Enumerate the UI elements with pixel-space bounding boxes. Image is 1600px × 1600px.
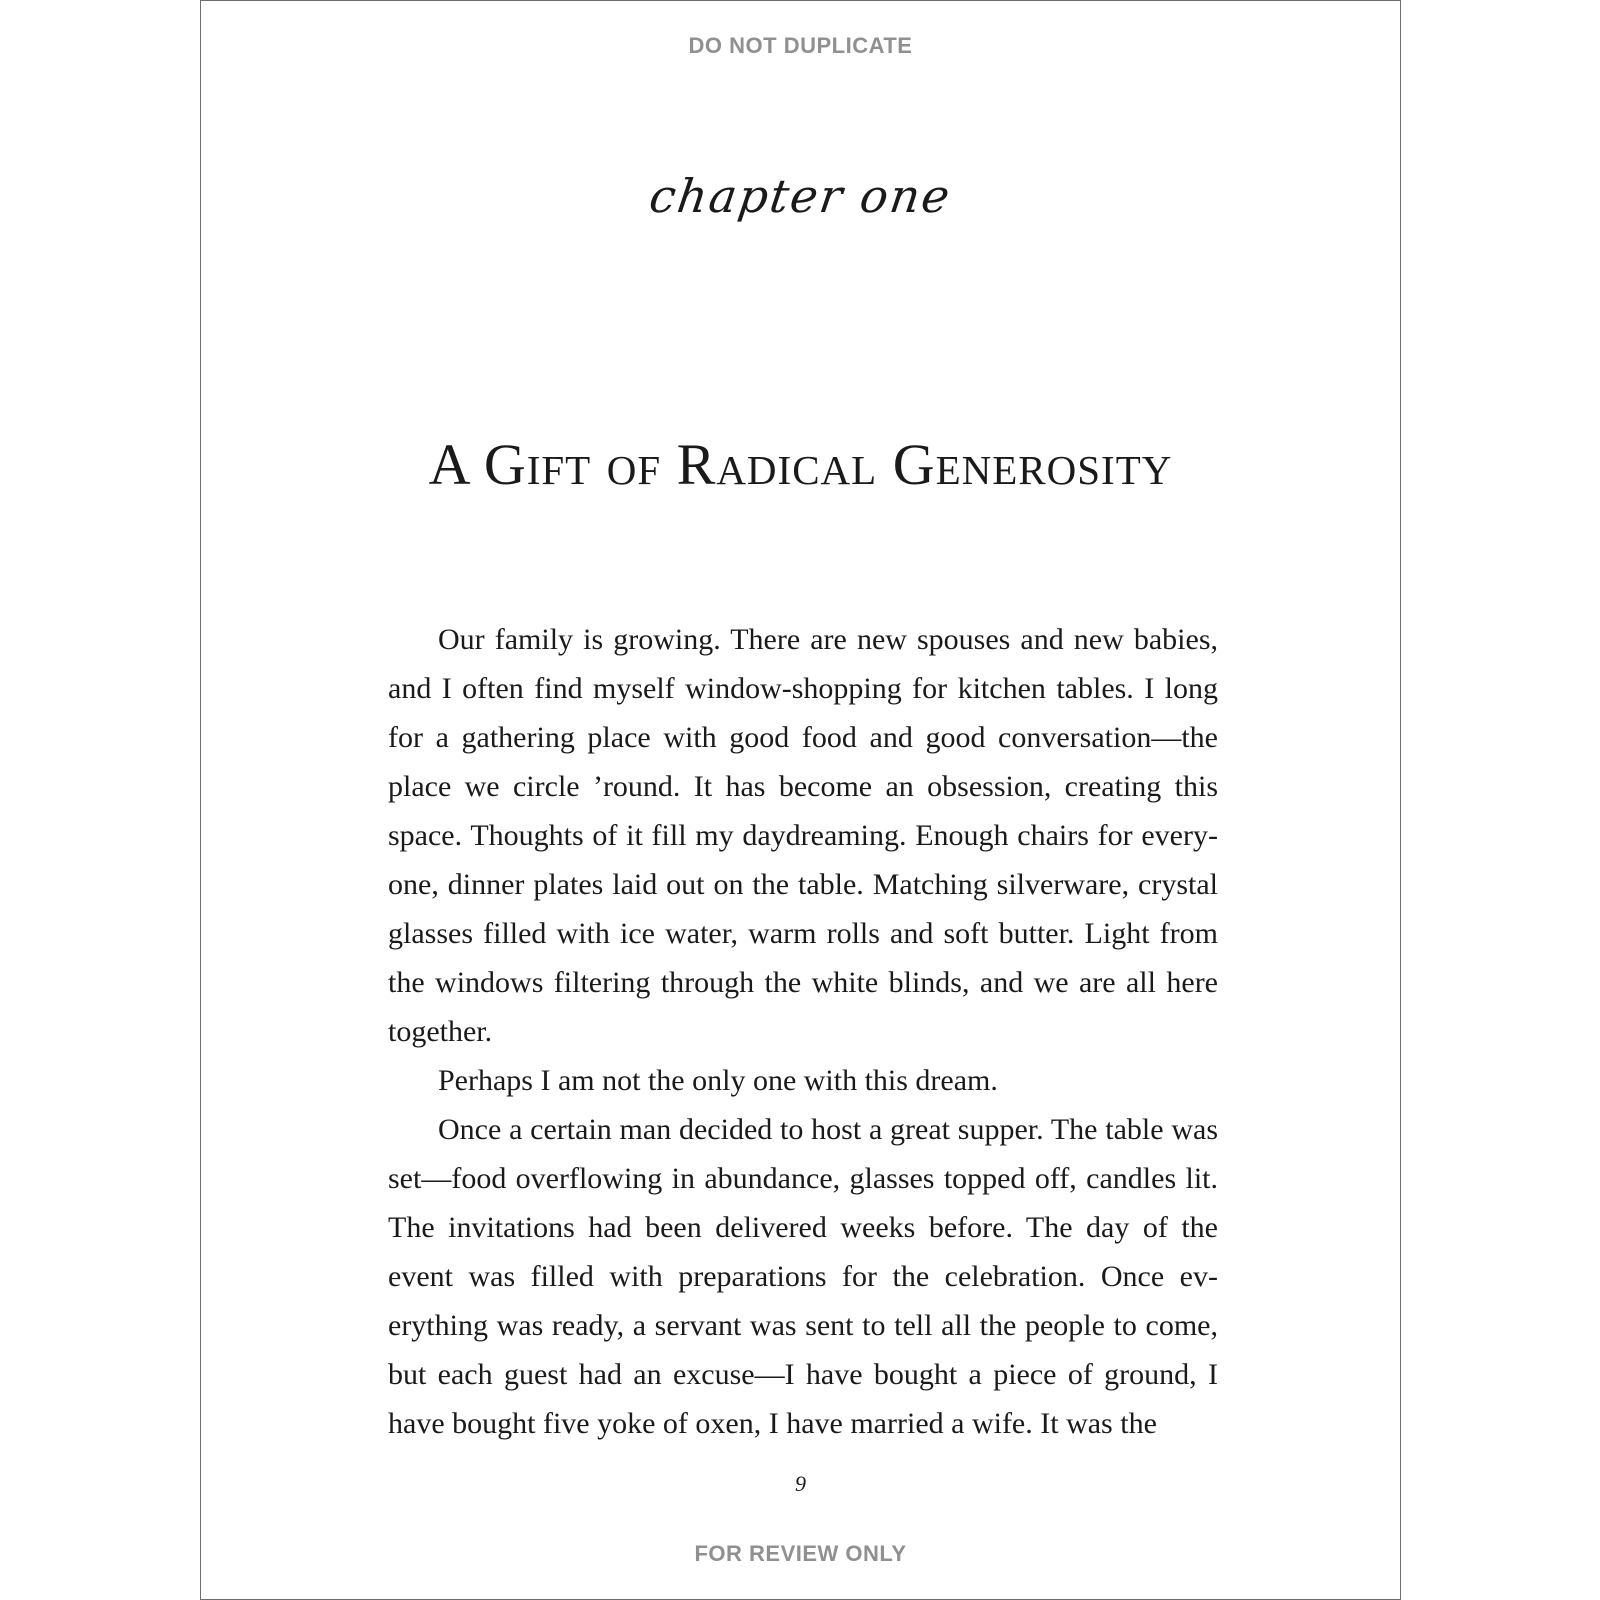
body-text: [388, 615, 1218, 1448]
paragraph: Perhaps I am not the only one with this dream.: [438, 1064, 998, 1097]
chapter-label: chapter one: [646, 169, 955, 223]
chapter-title: A Gift of Radical Generosity: [428, 432, 1173, 497]
paragraph: Our family is growing. There are new spouses and new babies, and I often find myself window-shopping for kitchen tables. I long for a gathering place with good food and good conversation—the place we circle ’round. It has become an obsession, creating this space. Thoughts of it fill my daydreaming. Enough chairs for everyone, dinner plates laid out on the table. Matching silverware, crystal glasses filled with ice water, warm rolls and soft butter. Light from the windows filtering through the white blinds, and we are all here together.: [388, 623, 1218, 1048]
watermark-bottom: FOR REVIEW ONLY: [694, 1541, 907, 1566]
book-page: [200, 0, 1401, 1600]
paragraph: Once a certain man decided to host a great supper. The table was set—food overflowing in abundance, glasses topped off, candles lit. The invitations had been delivered weeks before. The day of the event was filled with preparations for the celebration. Once everything was ready, a servant was sent to tell all the people to come, but each guest had an excuse—I have bought a piece of ground, I have bought five yoke of oxen, I have married a wife. It was the: [388, 1113, 1218, 1440]
page-number: 9: [795, 1471, 806, 1496]
watermark-top: DO NOT DUPLICATE: [688, 33, 913, 58]
